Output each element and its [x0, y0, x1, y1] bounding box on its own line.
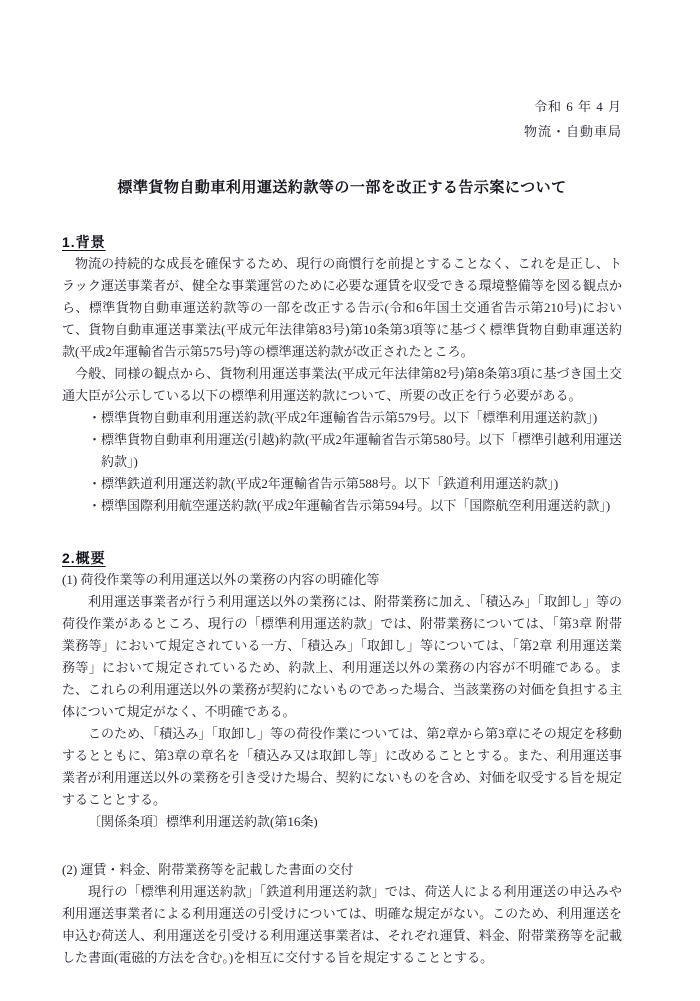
- background-bullet-list: [62, 407, 622, 517]
- overview-item-1-heading: (1) 荷役作業等の利用運送以外の業務の内容の明確化等: [62, 572, 380, 587]
- list-item: ・標準鉄道利用運送約款(平成2年運輸省告示第588号。以下「鉄道利用運送約款」): [88, 476, 559, 491]
- overview-item-1-paragraph-1: 利用運送事業者が行う利用運送以外の業務には、附帯業務に加え、「積込み」「取卸し」等の荷役作業があるところ、現行の「標準利用運送約款」では、附帯業務については、「第3章 附帯業務等」において規定されている一方、「積込み」「取卸し」等については、「第2章 利用運送業務等」において規定されているため、約款上、利用運送以外の業務の内容が不明確である。また、これらの利用運送以外の業務が契約にないものであった場合、当該業務の対価を負担する主体について規定がなく、不明確である。: [62, 594, 622, 719]
- list-item: ・標準貨物自動車利用運送(引越)約款(平成2年運輸省告示第580号。以下「標準引越利用運送約款」): [88, 432, 622, 469]
- list-item: ・標準国際利用航空運送約款(平成2年運輸省告示第594号。以下「国際航空利用運送約款」): [88, 498, 611, 513]
- background-paragraph-1: 物流の持続的な成長を確保するため、現行の商慣行を前提とすることなく、これを是正し、トラック運送事業者が、健全な事業運営のために必要な運賃を収受できる環境整備等を図る観点から、標準貨物自動車運送約款等の一部を改正する告示(令和6年国土交通省告示第210号)において、貨物自動車運送事業法(平成元年法律第83号)第10条第3項等に基づく標準貨物自動車運送約款(平成2年運輸省告示第575号)等の標準運送約款が改正されたところ。: [62, 256, 622, 359]
- bureau-line: 物流・自動車局: [523, 124, 622, 139]
- overview-item-2-paragraph-1: 現行の「標準利用運送約款」「鉄道利用運送約款」では、荷送人による利用運送の申込みや利用運送事業者による利用運送の引受けについては、明確な規定がない。このため、利用運送を申込む荷送人、利用運送を引受ける利用運送事業者は、それぞれ運賃、料金、附帯業務等を記載した書面(電磁的方法を含む。)を相互に交付する旨を規定することとする。: [62, 884, 622, 965]
- document-title: 標準貨物自動車利用運送約款等の一部を改正する告示案について: [117, 179, 567, 196]
- overview-item-1-paragraph-2: このため、「積込み」「取卸し」等の荷役作業については、第2章から第3章にその規定を移動するとともに、第3章の章名を「積込み又は取卸し等」に改めることとする。また、利用運送事業者が利用運送以外の業務を引き受けた場合、契約にないものを含め、対価を収受する旨を規定することとする。: [62, 726, 622, 807]
- section-heading-background: 1.背景: [62, 234, 106, 250]
- date-line: 令和 6 年 4 月: [533, 99, 622, 114]
- section-gap: [62, 833, 622, 859]
- overview-item-2: [62, 859, 622, 969]
- overview-item-2-heading: (2) 運賃・料金、附帯業務等を記載した書面の交付: [62, 862, 354, 877]
- section-heading-overview: 2.概要: [62, 550, 106, 566]
- related-provisions-line: 〔関係条項〕標準利用運送約款(第16条): [88, 814, 318, 829]
- background-paragraph-2: 今般、同様の観点から、貨物利用運送事業法(平成元年法律第82号)第8条第3項に基づき国土交通大臣が公示している以下の標準利用運送約款について、所要の改正を行う必要がある。: [62, 366, 622, 403]
- list-item: ・標準貨物自動車利用運送約款(平成2年運輸省告示第579号。以下「標準利用運送約款」): [88, 410, 598, 425]
- document-header: [62, 94, 622, 144]
- overview-item-1: [62, 569, 622, 833]
